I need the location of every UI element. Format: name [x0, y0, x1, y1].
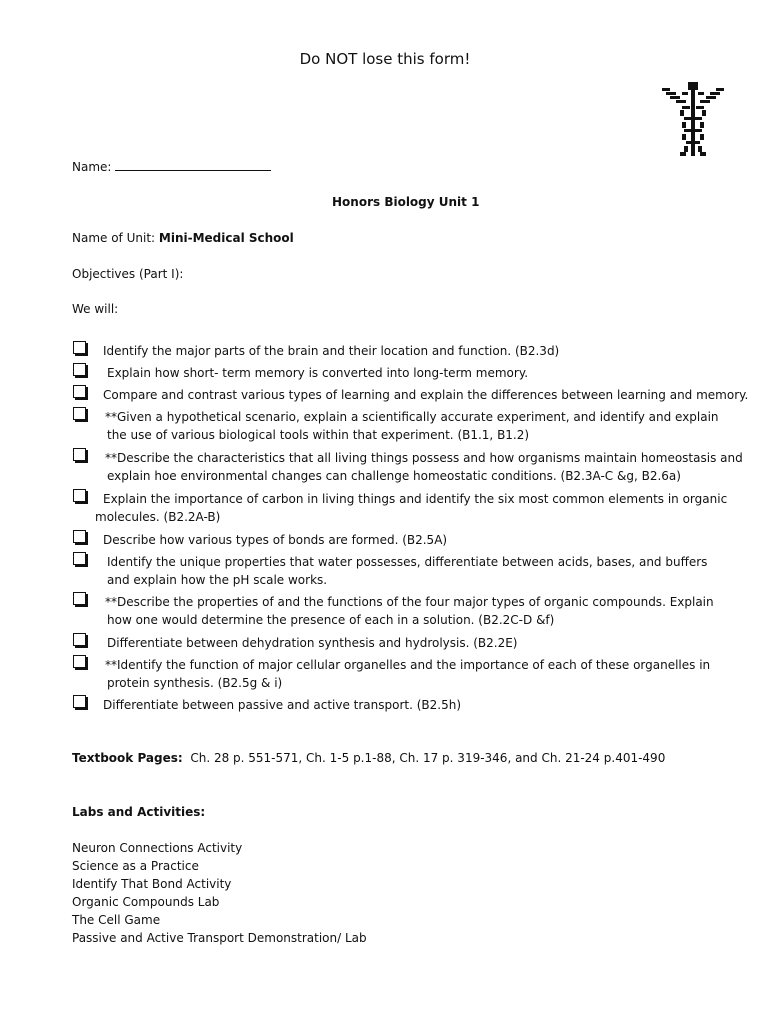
objective-text: Differentiate between dehydration synthesis and hydrolysis. (B2.2E): [107, 636, 518, 650]
objectives-intro: We will:: [72, 302, 119, 316]
objective-checkbox[interactable]: [73, 552, 86, 565]
objective-text: explain hoe environmental changes can challenge homeostatic conditions. (B2.3A-C &g, B2.6a): [107, 469, 681, 483]
objectives-heading: Objectives (Part I):: [72, 267, 184, 281]
textbook-pages: [72, 751, 665, 765]
objective-checkbox[interactable]: [73, 633, 86, 646]
page-title: Do NOT lose this form!: [299, 50, 471, 68]
objective-checkbox[interactable]: [73, 385, 86, 398]
objective-checkbox[interactable]: [73, 341, 86, 354]
objective-checkbox[interactable]: [73, 530, 86, 543]
unit-name: [72, 231, 294, 245]
objective-text: how one would determine the presence of each in a solution. (B2.2C-D &f): [107, 613, 555, 627]
unit-name-label: Name of Unit:: [72, 231, 156, 245]
objective-checkbox[interactable]: [73, 363, 86, 376]
list-item: Passive and Active Transport Demonstration/ Lab: [72, 931, 367, 945]
objective-text: the use of various biological tools within that experiment. (B1.1, B1.2): [107, 428, 530, 442]
objective-text: and explain how the pH scale works.: [107, 573, 328, 587]
objective-text: **Describe the characteristics that all living things possess and how organisms maintain homeostasis and: [105, 451, 743, 465]
textbook-value: Ch. 28 p. 551-571, Ch. 1-5 p.1-88, Ch. 17 p. 319-346, and Ch. 21-24 p.401-490: [190, 751, 666, 765]
list-item: Neuron Connections Activity: [72, 841, 243, 855]
unit-heading: Honors Biology Unit 1: [332, 195, 480, 209]
list-item: Identify That Bond Activity: [72, 877, 232, 891]
objective-text: **Describe the properties of and the functions of the four major types of organic compounds. Explain: [105, 595, 714, 609]
objective-text: Differentiate between passive and active transport. (B2.5h): [103, 698, 462, 712]
objective-text: Identify the major parts of the brain and their location and function. (B2.3d): [103, 344, 560, 358]
objective-text: protein synthesis. (B2.5g & i): [107, 676, 283, 690]
objective-checkbox[interactable]: [73, 592, 86, 605]
objective-checkbox[interactable]: [73, 489, 86, 502]
objective-checkbox[interactable]: [73, 448, 86, 461]
objective-checkbox[interactable]: [73, 655, 86, 668]
name-blank-line[interactable]: [115, 159, 271, 171]
objective-text: Identify the unique properties that water possesses, differentiate between acids, bases, and buffers: [107, 555, 708, 569]
name-label: Name:: [72, 160, 112, 174]
objective-text: **Given a hypothetical scenario, explain a scientifically accurate experiment, and identify and explain: [105, 410, 719, 424]
objective-checkbox[interactable]: [73, 407, 86, 420]
objective-text: **Identify the function of major cellular organelles and the importance of each of these organelles in: [105, 658, 711, 672]
objective-text: Explain the importance of carbon in living things and identify the six most common elements in organic: [103, 492, 728, 506]
textbook-label: Textbook Pages:: [72, 751, 183, 765]
unit-name-value: Mini-Medical School: [158, 231, 294, 245]
objective-text: Compare and contrast various types of learning and explain the differences between learning and memory.: [103, 388, 749, 402]
name-field: [72, 159, 271, 174]
list-item: Organic Compounds Lab: [72, 895, 220, 909]
objective-text: molecules. (B2.2A-B): [95, 510, 221, 524]
objective-text: Explain how short- term memory is converted into long-term memory.: [107, 366, 529, 380]
labs-heading: Labs and Activities:: [72, 805, 206, 819]
list-item: The Cell Game: [72, 913, 161, 927]
list-item: Science as a Practice: [72, 859, 199, 873]
objective-checkbox[interactable]: [73, 695, 86, 708]
caduceus-icon: [660, 82, 726, 158]
objective-text: Describe how various types of bonds are formed. (B2.5A): [103, 533, 448, 547]
